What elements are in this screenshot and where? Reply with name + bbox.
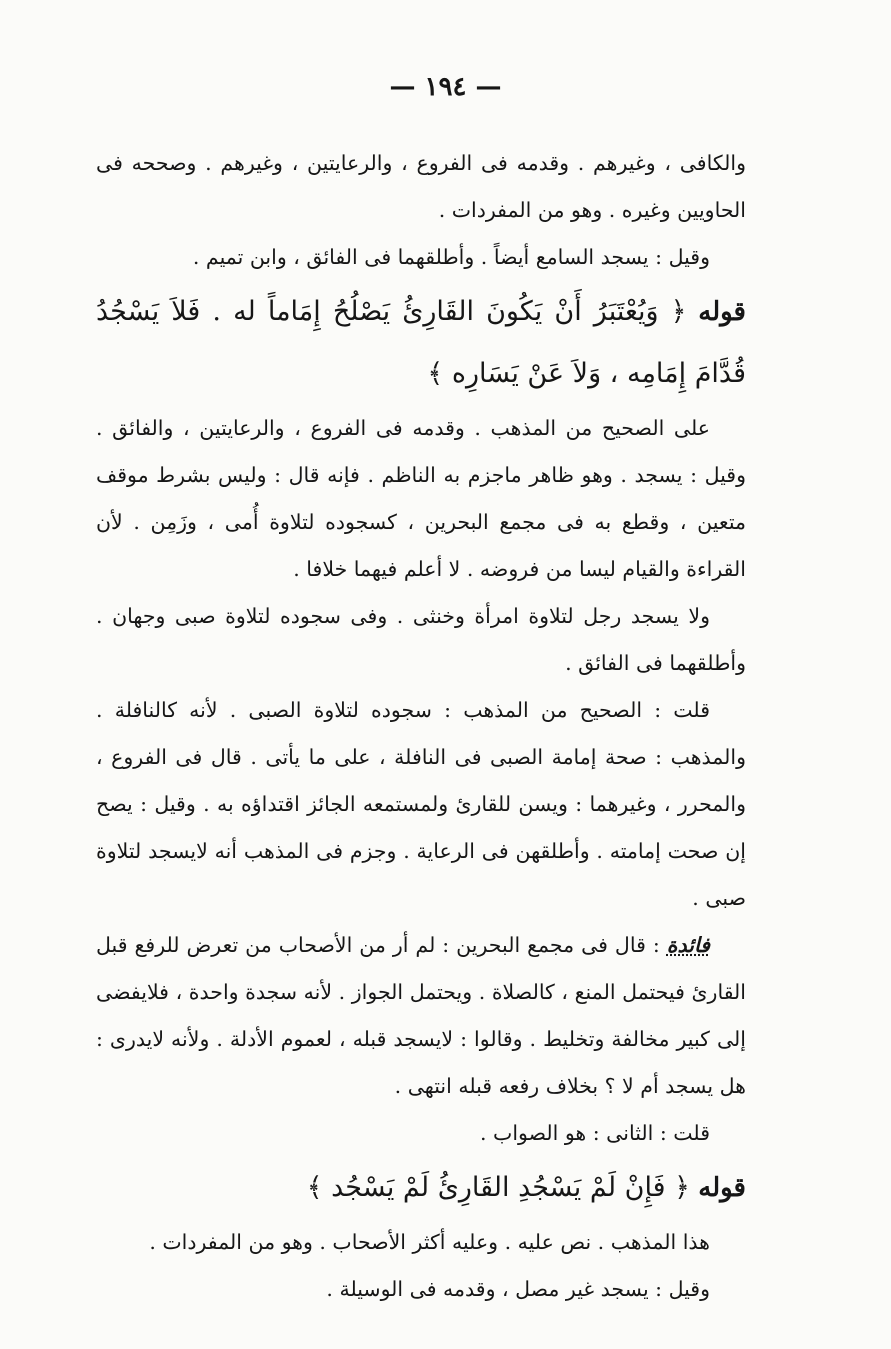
paragraph-4: ولا يسجد رجل لتلاوة امرأة وخنثى . وفى سجوده لتلاوة صبى وجهان . وأطلقهما فى الفائق . <box>96 604 746 675</box>
paragraph-6: قلت : الثانى : هو الصواب . <box>479 1121 710 1145</box>
paragraph-3: على الصحيح من المذهب . وقدمه فى الفروع ، والرعايتين ، والفائق . وقيل : يسجد . وهو ظاهر ماجزم به الناظم . فإنه قال : وليس بشرط موقف متعين ، وقطع به فى مجمع البحرين ، كسجوده لتلاوة أُمى ، وزَمِن . لأن القراءة والقيام ليسا من فروضه . لا أعلم فيهما خلافا . <box>96 416 746 581</box>
page-body <box>96 140 746 1313</box>
paragraph-1: والكافى ، وغيرهم . وقدمه فى الفروع ، والرعايتين ، وغيرهم . وصححه فى الحاويين وغيره . وهو من المفردات . <box>96 151 746 222</box>
faida-text: : قال فى مجمع البحرين : لم أر من الأصحاب من تعرض للرفع قبل القارئ فيحتمل المنع ، كالصلاة . ويحتمل الجواز . لأنه سجدة واحدة ، فلايفضى إلى كبير مخالفة وتخليط . وقالوا : لايسجد قبله ، لعموم الأدلة . ولأنه لايدرى : هل يسجد أم لا ؟ بخلاف رفعه قبله انتهى . <box>96 933 746 1098</box>
faida-label: فائدة <box>666 933 710 957</box>
heading-lead: قوله <box>698 297 746 327</box>
heading-quote-2 <box>96 1157 746 1219</box>
paragraph-5: قلت : الصحيح من المذهب : سجوده لتلاوة الصبى . لأنه كالنافلة . والمذهب : صحة إمامة الصبى فى النافلة ، على ما يأتى . قال فى الفروع ، والمحرر ، وغيرهما : ويسن للقارئ ولمستمعه الجائز اقتداؤه به . وقيل : يصح إن صحت إمامته . وأطلقهن فى الرعاية . وجزم فى المذهب أنه لايسجد لتلاوة صبى . <box>96 698 746 910</box>
paragraph-faida <box>96 922 746 1110</box>
paragraph-8: وقيل : يسجد غير مصل ، وقدمه فى الوسيلة . <box>326 1277 710 1301</box>
heading-quote-1 <box>96 281 746 405</box>
heading-quote-text: ﴿ وَيُعْتَبَرُ أَنْ يَكُونَ القَارِئُ يَصْلُحُ إِمَاماً له . فَلاَ يَسْجُدُ قُدَّامَ إِمَامِه ، وَلاَ عَنْ يَسَارِه ﴾ <box>96 296 746 389</box>
page-number: — ١٩٤ — <box>389 72 502 102</box>
paragraph-7: هذا المذهب . نص عليه . وعليه أكثر الأصحاب . وهو من المفردات . <box>149 1230 710 1254</box>
heading-quote-text: ﴿ فَإِنْ لَمْ يَسْجُدِ القَارِئُ لَمْ يَسْجُد ﴾ <box>306 1172 690 1203</box>
paragraph-2: وقيل : يسجد السامع أيضاً . وأطلقهما فى الفائق ، وابن تميم . <box>192 245 710 269</box>
heading-lead: قوله <box>698 1173 746 1203</box>
